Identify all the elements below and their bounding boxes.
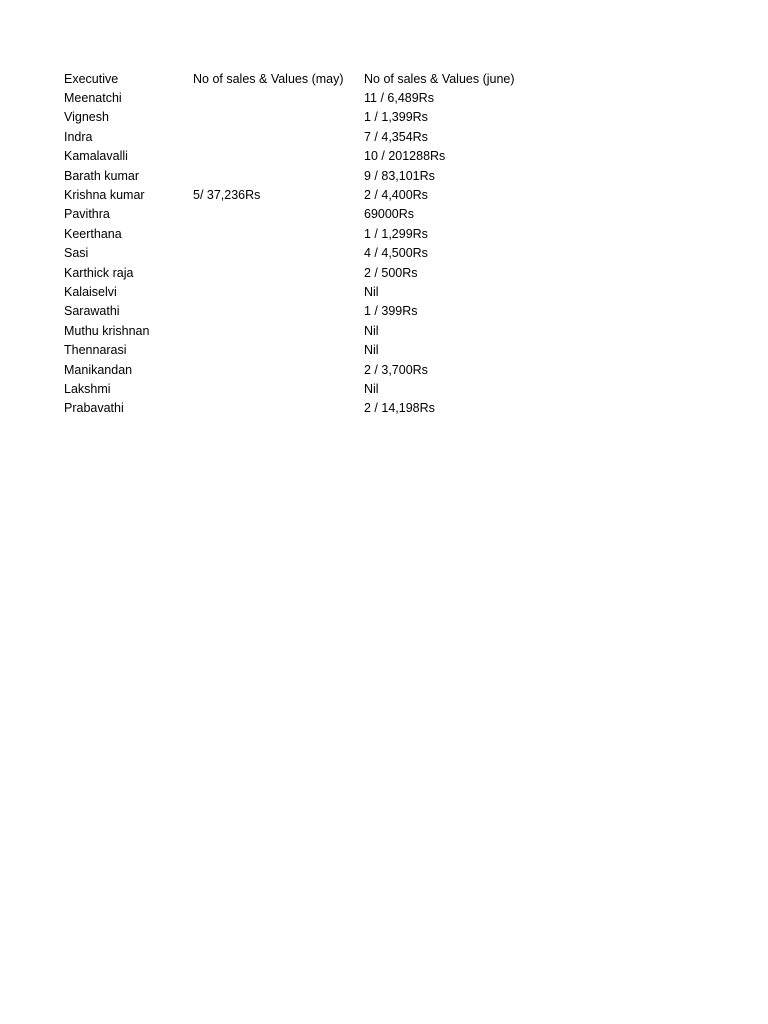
cell-executive: Lakshmi [64,381,111,396]
cell-june: 9 / 83,101Rs [364,168,435,183]
table-row [64,244,564,263]
cell-executive: Muthu krishnan [64,323,150,338]
header-june: No of sales & Values (june) [364,71,515,86]
cell-executive: Barath kumar [64,168,140,183]
cell-executive: Kamalavalli [64,149,128,164]
cell-may [193,108,364,127]
cell-executive: Keerthana [64,226,122,241]
cell-june: 1 / 399Rs [364,304,418,319]
cell-june: Nil [364,284,379,299]
cell-may [193,224,364,243]
table-row [64,321,564,340]
cell-may: 5/ 37,236Rs [193,188,261,203]
cell-executive: Vignesh [64,110,109,125]
sales-table [64,69,564,418]
cell-june: 10 / 201288Rs [364,149,446,164]
cell-executive: Sarawathi [64,304,120,319]
cell-may [193,379,364,398]
cell-may [193,166,364,185]
header-executive: Executive [64,71,119,86]
cell-june: 1 / 1,399Rs [364,110,428,125]
header-row [64,69,564,88]
cell-june: 69000Rs [364,207,415,222]
table-row [64,108,564,127]
cell-june: 2 / 4,400Rs [364,188,428,203]
table-row [64,166,564,185]
cell-june: Nil [364,381,379,396]
table-row [64,379,564,398]
cell-executive: Pavithra [64,207,110,222]
cell-may [193,244,364,263]
cell-may [193,399,364,418]
table-row [64,88,564,107]
cell-executive: Prabavathi [64,401,124,416]
cell-june: 7 / 4,354Rs [364,129,428,144]
cell-may [193,340,364,359]
table-row [64,360,564,379]
table-row [64,399,564,418]
cell-may [193,302,364,321]
cell-may [193,282,364,301]
cell-june: 11 / 6,489Rs [364,91,434,106]
cell-executive: Karthick raja [64,265,134,280]
cell-executive: Sasi [64,246,89,261]
cell-may [193,321,364,340]
cell-may [193,360,364,379]
cell-may [193,88,364,107]
cell-executive: Meenatchi [64,91,122,106]
cell-executive: Indra [64,129,93,144]
cell-june: 2 / 500Rs [364,265,418,280]
table-row [64,282,564,301]
table-row [64,127,564,146]
table-row [64,205,564,224]
cell-june: 4 / 4,500Rs [364,246,428,261]
table-row [64,147,564,166]
cell-june: 1 / 1,299Rs [364,226,428,241]
table-row [64,302,564,321]
table-row [64,224,564,243]
cell-may [193,147,364,166]
cell-executive: Manikandan [64,362,133,377]
cell-june: Nil [364,343,379,358]
cell-june: 2 / 3,700Rs [364,362,428,377]
cell-june: Nil [364,323,379,338]
cell-june: 2 / 14,198Rs [364,401,435,416]
cell-executive: Kalaiselvi [64,284,117,299]
cell-may [193,127,364,146]
sales-sheet [64,69,564,418]
table-row [64,340,564,359]
header-may: No of sales & Values (may) [193,71,344,86]
cell-executive: Krishna kumar [64,188,145,203]
cell-executive: Thennarasi [64,343,127,358]
table-body [64,88,564,418]
table-row [64,185,564,204]
table-row [64,263,564,282]
cell-may [193,263,364,282]
cell-may [193,205,364,224]
